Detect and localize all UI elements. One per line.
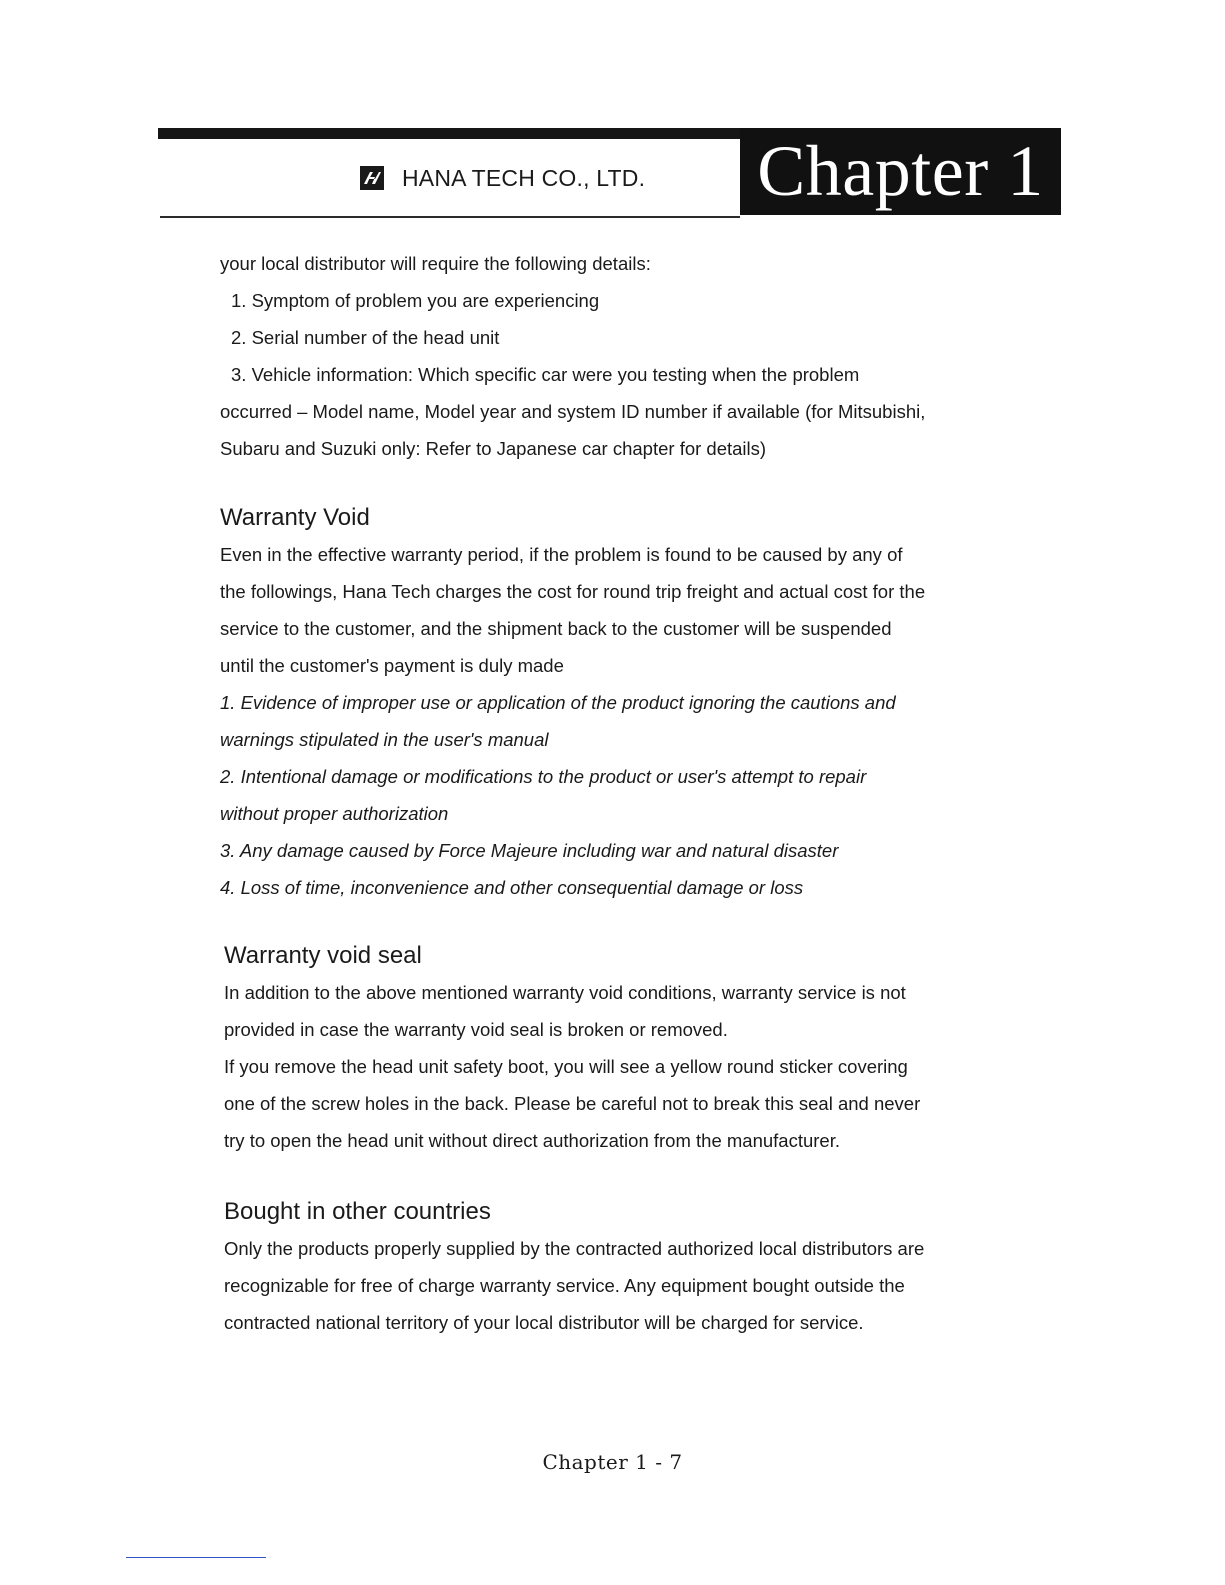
company-header bbox=[360, 162, 645, 194]
header-rule bbox=[160, 216, 740, 218]
other-countries-section bbox=[224, 1194, 1040, 1341]
section-heading: Warranty Void bbox=[220, 504, 370, 531]
void-condition-item: 2. Intentional damage or modifications to the product or user's attempt to repair bbox=[220, 766, 867, 787]
paragraph-line: one of the screw holes in the back. Please be careful not to break this seal and never bbox=[224, 1093, 921, 1114]
intro-item: 2. Serial number of the head unit bbox=[231, 327, 500, 348]
page-number: Chapter 1 - 7 bbox=[542, 1450, 683, 1474]
paragraph-line: provided in case the warranty void seal is broken or removed. bbox=[224, 1019, 728, 1040]
paragraph-line: In addition to the above mentioned warranty void conditions, warranty service is not bbox=[224, 982, 906, 1003]
paragraph-line: service to the customer, and the shipment back to the customer will be suspended bbox=[220, 618, 892, 639]
intro-lead: your local distributor will require the following details: bbox=[220, 253, 651, 274]
footnote-rule bbox=[126, 1557, 266, 1558]
intro-item: 3. Vehicle information: Which specific car were you testing when the problem bbox=[231, 364, 860, 385]
warranty-seal-section bbox=[224, 938, 1040, 1159]
paragraph-line: recognizable for free of charge warranty service. Any equipment bought outside the bbox=[224, 1275, 905, 1296]
warranty-void-section bbox=[220, 500, 1040, 906]
paragraph-line: contracted national territory of your local distributor will be charged for service. bbox=[224, 1312, 864, 1333]
void-condition-item: warnings stipulated in the user's manual bbox=[220, 729, 549, 750]
paragraph-line: the followings, Hana Tech charges the cost for round trip freight and actual cost for the bbox=[220, 581, 926, 602]
company-name: HANA TECH CO., LTD. bbox=[402, 164, 646, 191]
hanatech-logo-icon bbox=[360, 166, 384, 190]
void-condition-item: 3. Any damage caused by Force Majeure including war and natural disaster bbox=[220, 840, 839, 861]
paragraph-line: Even in the effective warranty period, if the problem is found to be caused by any of bbox=[220, 544, 903, 565]
void-condition-item: 4. Loss of time, inconvenience and other consequential damage or loss bbox=[220, 877, 804, 898]
intro-item: 1. Symptom of problem you are experiencing bbox=[231, 290, 600, 311]
intro-continuation: occurred – Model name, Model year and system ID number if available (for Mitsubishi, bbox=[220, 401, 926, 422]
chapter-title: Chapter 1 bbox=[740, 128, 1061, 215]
intro-section bbox=[220, 245, 1040, 467]
paragraph-line: Only the products properly supplied by the contracted authorized local distributors are bbox=[224, 1238, 925, 1259]
void-condition-item: without proper authorization bbox=[220, 803, 449, 824]
paragraph-line: until the customer's payment is duly made bbox=[220, 655, 564, 676]
void-condition-item: 1. Evidence of improper use or application of the product ignoring the cautions and bbox=[220, 692, 896, 713]
paragraph-line: try to open the head unit without direct authorization from the manufacturer. bbox=[224, 1130, 840, 1151]
intro-continuation: Subaru and Suzuki only: Refer to Japanese car chapter for details) bbox=[220, 438, 767, 459]
section-heading: Warranty void seal bbox=[224, 942, 422, 969]
paragraph-line: If you remove the head unit safety boot, you will see a yellow round sticker covering bbox=[224, 1056, 908, 1077]
page-content bbox=[220, 245, 1040, 1341]
section-heading: Bought in other countries bbox=[224, 1198, 491, 1225]
